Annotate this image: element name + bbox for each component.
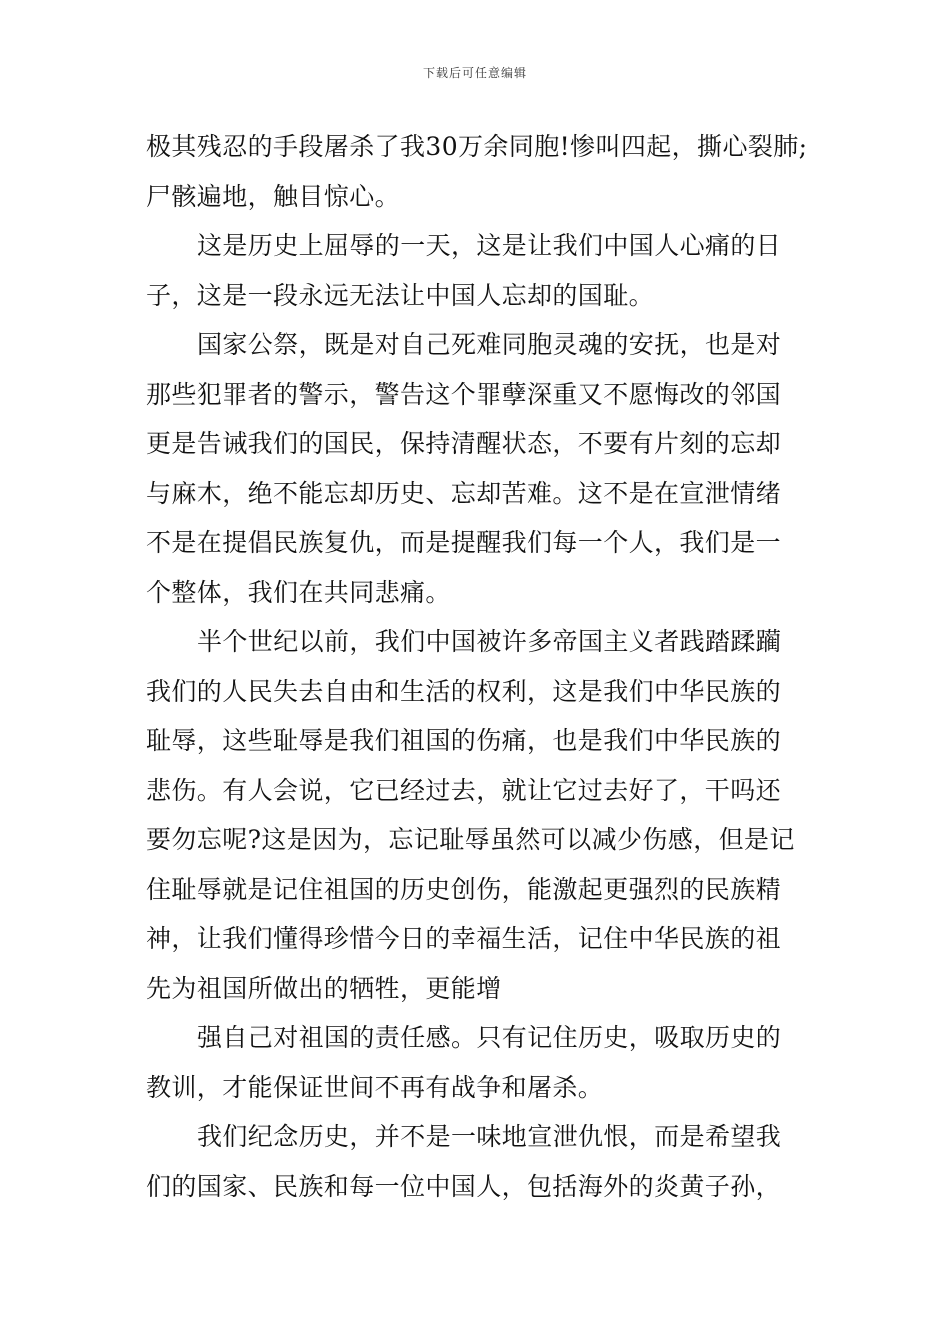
text-line: 那些犯罪者的警示，警告这个罪孽深重又不愿悔改的邻国 — [146, 379, 782, 409]
text-line: 悲伤。有人会说，它已经过去，就让它过去好了，干吗还 — [146, 775, 782, 805]
text-line: 教训，才能保证世间不再有战争和屠杀。 — [146, 1072, 604, 1102]
text-line: 半个世纪以前，我们中国被许多帝国主义者践踏蹂躏 — [197, 627, 782, 656]
text-line: 要勿忘呢?这是因为，忘记耻辱虽然可以减少伤感，但是记 — [146, 825, 795, 854]
text-line: 个整体，我们在共同悲痛。 — [146, 577, 451, 607]
text-line: 住耻辱就是记住祖国的历史创伤，能激起更强烈的民族精 — [146, 874, 782, 904]
text-line: 国家公祭，既是对自己死难同胞灵魂的安抚，也是对 — [197, 330, 782, 359]
text-line: 极其残忍的手段屠杀了我30万余同胞!惨叫四起，撕心裂肺; — [146, 132, 808, 161]
text-line: 更是告诫我们的国民，保持清醒状态，不要有片刻的忘却 — [146, 429, 782, 458]
text-line: 耻辱，这些耻辱是我们祖国的伤痛，也是我们中华民族的 — [146, 726, 782, 755]
text-line: 我们的人民失去自由和生活的权利，这是我们中华民族的 — [146, 676, 782, 706]
text-line: 们的国家、民族和每一位中国人，包括海外的炎黄子孙， — [146, 1171, 782, 1201]
text-line: 我们纪念历史，并不是一味地宣泄仇恨，而是希望我 — [197, 1122, 782, 1151]
text-line: 先为祖国所做出的牺牲，更能增 — [146, 973, 502, 1003]
body-text — [146, 122, 814, 1211]
text-line: 尸骸遍地，触目惊心。 — [146, 181, 401, 211]
page-header: 下载后可任意编辑 — [422, 66, 527, 80]
text-line: 这是历史上屈辱的一天，这是让我们中国人心痛的日 — [197, 231, 782, 260]
text-line: 与麻木，绝不能忘却历史、忘却苦难。这不是在宣泄情绪 — [146, 478, 782, 508]
text-line: 不是在提倡民族复仇，而是提醒我们每一个人，我们是一 — [146, 528, 782, 557]
text-line: 强自己对祖国的责任感。只有记住历史，吸取历史的 — [197, 1023, 782, 1052]
text-line: 神，让我们懂得珍惜今日的幸福生活，记住中华民族的祖 — [146, 924, 782, 953]
text-line: 子，这是一段永远无法让中国人忘却的国耻。 — [146, 280, 655, 310]
